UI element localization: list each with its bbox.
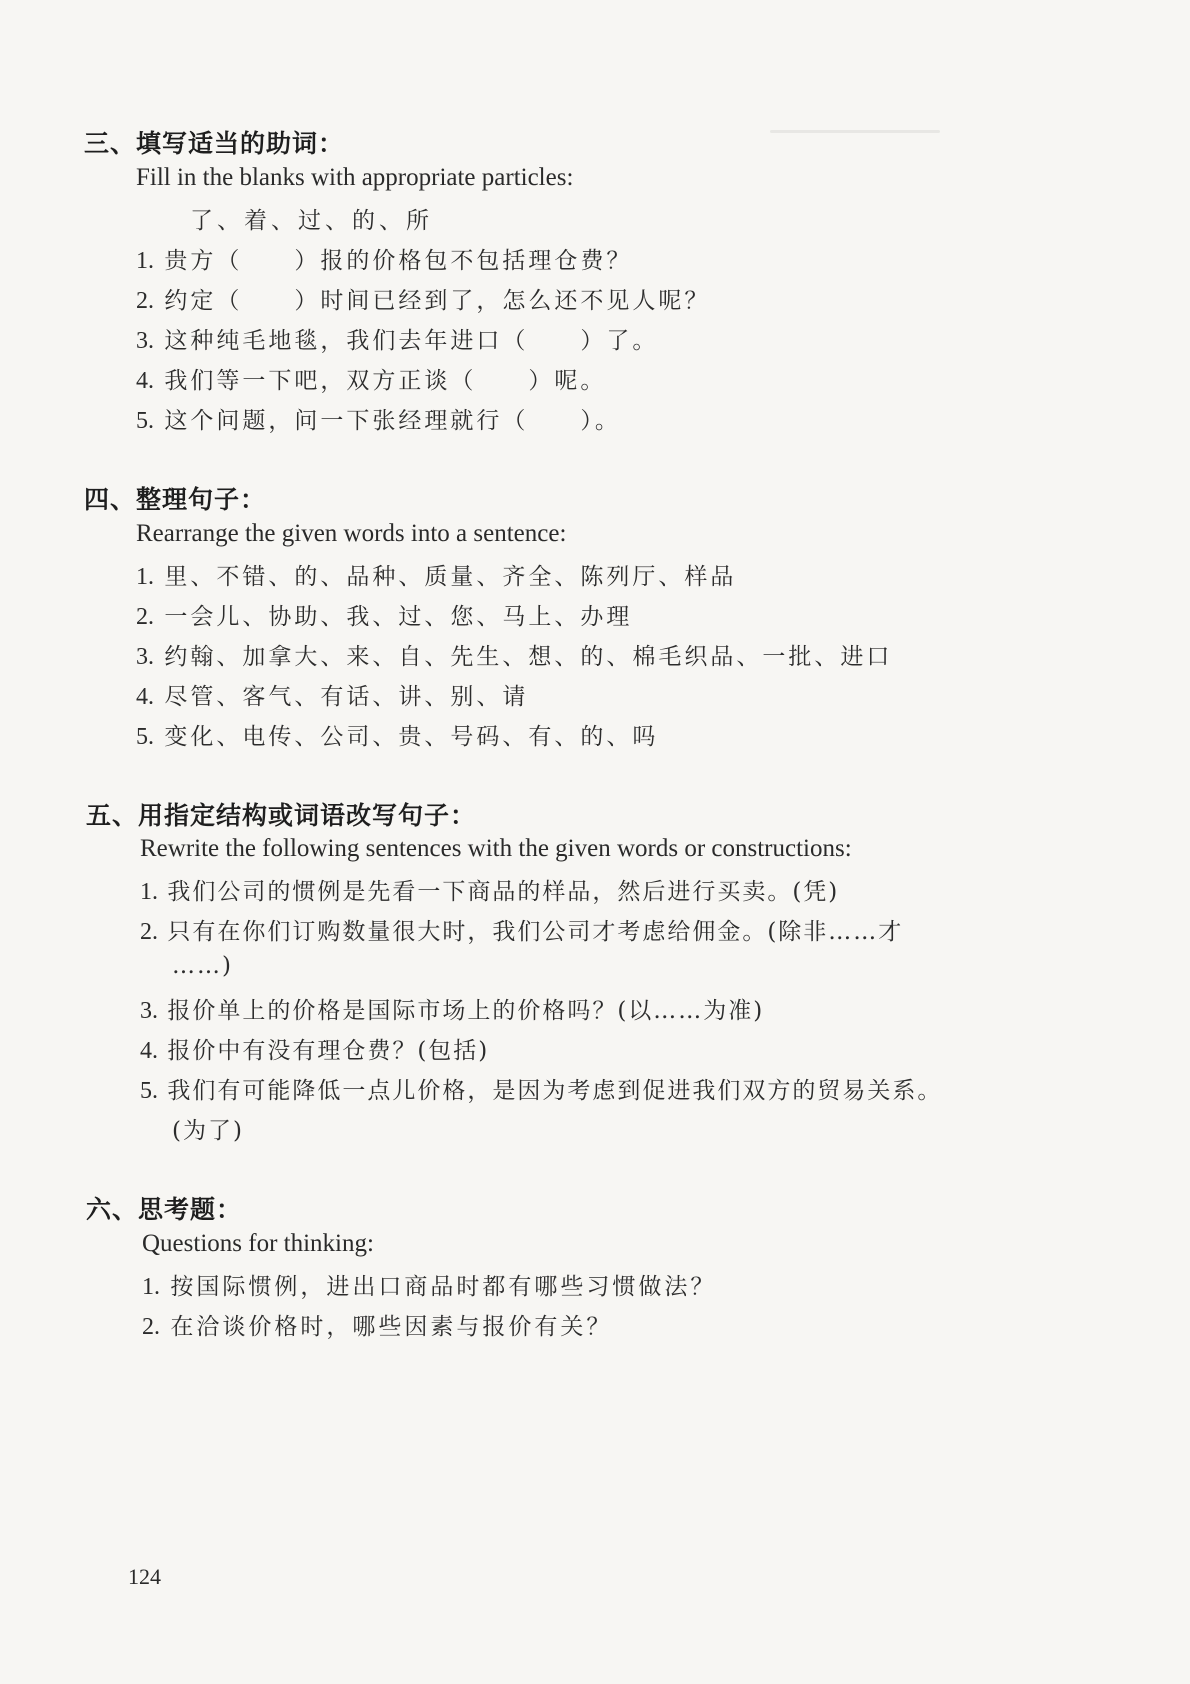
item-text: 这种纯毛地毯，我们去年进口（ ）了。 — [164, 328, 659, 354]
item-text: 在洽谈价格时，哪些因素与报价有关？ — [170, 1314, 613, 1340]
item-number: 4. — [140, 1038, 158, 1064]
exercise-item — [136, 598, 632, 631]
item-text: 按国际惯例，进出口商品时都有哪些习惯做法？ — [170, 1274, 717, 1300]
section-instruction: Rearrange the given words into a sentence: — [136, 520, 567, 547]
item-number: 4. — [136, 684, 154, 710]
item-number: 1. — [136, 564, 154, 590]
exercise-item — [136, 558, 736, 591]
item-number: 2. — [136, 288, 154, 314]
item-number: 3. — [136, 644, 154, 670]
item-text: 我们有可能降低一点儿价格，是因为考虑到促进我们双方的贸易关系。 — [167, 1078, 943, 1104]
item-text: 这个问题，问一下张经理就行（ ）。 — [164, 408, 621, 434]
scan-artifact — [770, 130, 940, 133]
item-number: 5. — [140, 1078, 158, 1104]
exercise-item — [136, 638, 892, 671]
item-number: 2. — [136, 604, 154, 630]
item-number: 2. — [142, 1314, 160, 1340]
item-text: 里、不错、的、品种、质量、齐全、陈列厅、样品 — [164, 564, 737, 590]
item-text: 我们等一下吧，双方正谈（ ）呢。 — [164, 368, 607, 394]
item-number: 3. — [140, 998, 158, 1024]
section-heading: 六、思考题： — [86, 1195, 243, 1224]
exercise-item — [136, 678, 528, 711]
exercise-item — [140, 992, 764, 1025]
item-text: 报价单上的价格是国际市场上的价格吗？(以……为准) — [167, 998, 765, 1024]
exercise-item — [136, 322, 658, 355]
item-text: 报价中有没有理仓费？(包括) — [167, 1038, 490, 1064]
item-number: 5. — [136, 408, 154, 434]
section-heading: 五、用指定结构或词语改写句子： — [86, 801, 477, 830]
exercise-item — [136, 242, 632, 275]
exercise-item — [136, 362, 606, 395]
exercise-item — [140, 1072, 942, 1105]
item-text: 我们公司的惯例是先看一下商品的样品，然后进行买卖。(凭) — [167, 879, 840, 905]
item-number: 3. — [136, 328, 154, 354]
exercise-item — [142, 1308, 612, 1341]
item-number: 2. — [140, 919, 158, 945]
item-number: 4. — [136, 368, 154, 394]
item-number: 5. — [136, 724, 154, 750]
exercise-item — [140, 873, 839, 906]
exercise-item — [140, 913, 903, 946]
section-instruction: Rewrite the following sentences with the given words or constructions: — [140, 835, 852, 862]
item-text: 尽管、客气、有话、讲、别、请 — [164, 684, 529, 710]
section-instruction: Fill in the blanks with appropriate particles: — [136, 164, 574, 191]
exercise-item — [142, 1268, 716, 1301]
particle-options: 了、着、过、的、所 — [190, 208, 433, 234]
exercise-item — [136, 718, 658, 751]
item-text: 约定（ ）时间已经到了，怎么还不见人呢？ — [164, 288, 711, 314]
page-number: 124 — [128, 1564, 161, 1589]
item-text: 只有在你们订购数量很大时，我们公司才考虑给佣金。(除非……才 — [167, 919, 904, 945]
item-continuation: ……) — [172, 953, 233, 979]
item-number: 1. — [142, 1274, 160, 1300]
exercise-item — [140, 1032, 489, 1065]
item-number: 1. — [140, 879, 158, 905]
item-number: 1. — [136, 248, 154, 274]
item-continuation: (为了) — [172, 1118, 244, 1144]
section-instruction: Questions for thinking: — [142, 1230, 374, 1257]
section-heading: 三、填写适当的助词： — [84, 129, 345, 158]
item-text: 约翰、加拿大、来、自、先生、想、的、棉毛织品、一批、进口 — [164, 644, 893, 670]
section-heading: 四、整理句子： — [84, 485, 267, 514]
exercise-item — [136, 402, 621, 435]
item-text: 一会儿、协助、我、过、您、马上、办理 — [164, 604, 633, 630]
item-text: 贵方（ ）报的价格包不包括理仓费？ — [164, 248, 633, 274]
item-text: 变化、电传、公司、贵、号码、有、的、吗 — [164, 724, 659, 750]
exercise-item — [136, 282, 710, 315]
